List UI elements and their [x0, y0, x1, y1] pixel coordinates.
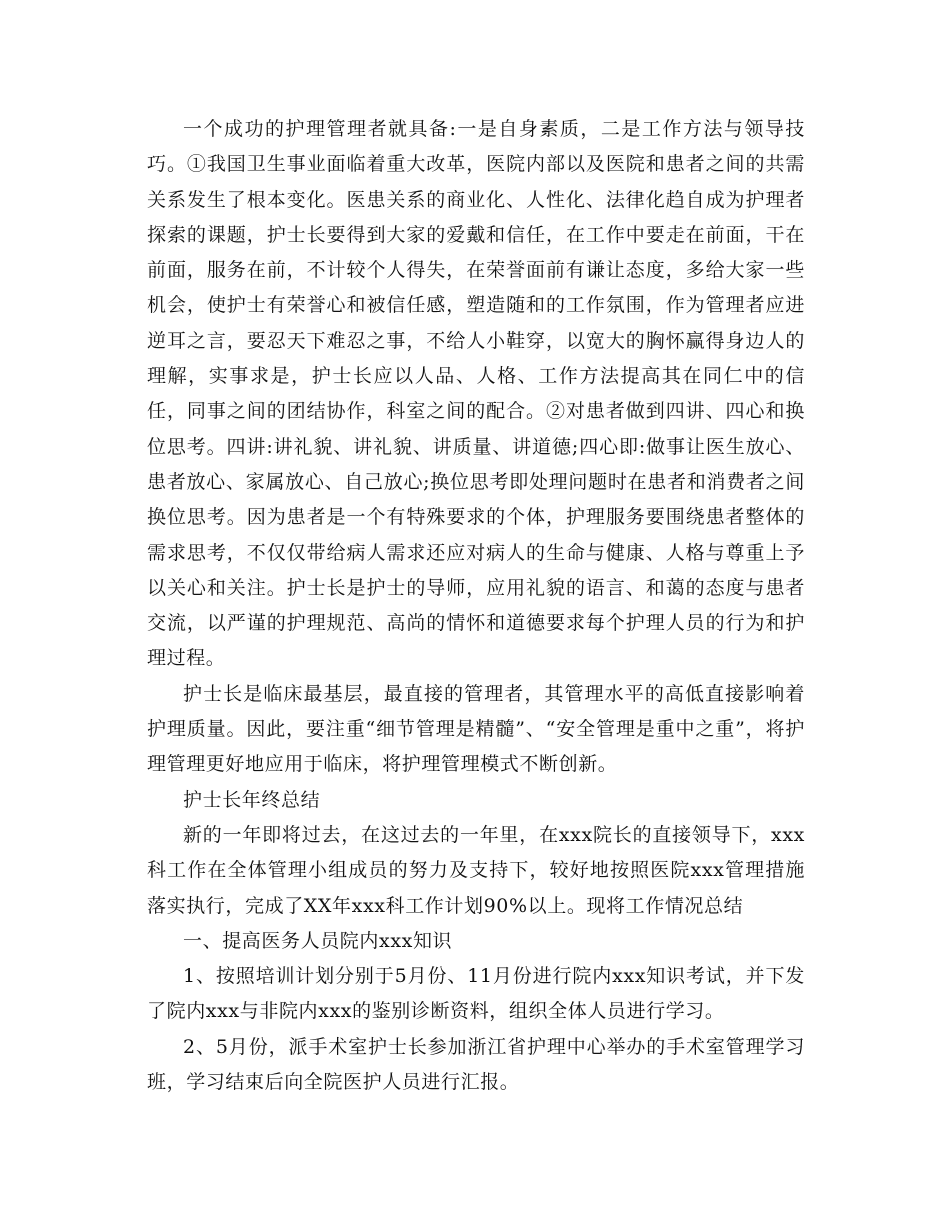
paragraph-nursing-manager-qualities: 一个成功的护理管理者就具备:一是自身素质，二是工作方法与领导技巧。①我国卫生事业面临着重大改革，医院内部以及医院和患者之间的共需关系发生了根本变化。医患关系的商业化、人性化、法律化趋自成为护理者探索的课题，护士长要得到大家的爱戴和信任，在工作中要走在前面，干在前面，服务在前，不计较个人得失，在荣誉面前有谦让态度，多给大家一些机会，使护士有荣誉心和被信任感，塑造随和的工作氛围，作为管理者应进逆耳之言，要忍天下难忍之事，不给人小鞋穿，以宽大的胸怀赢得身边人的理解，实事求是，护士长应以人品、人格、工作方法提高其在同仁中的信任，同事之间的团结协作，科室之间的配合。②对患者做到四讲、四心和换位思考。四讲:讲礼貌、讲礼貌、讲质量、讲道德;四心即:做事让医生放心、患者放心、家属放心、自己放心;换位思考即处理问题时在患者和消费者之间换位思考。因为患者是一个有特殊要求的个体，护理服务要围绕患者整体的需求思考，不仅仅带给病人需求还应对病人的生命与健康、人格与尊重上予以关心和关注。护士长是护士的导师，应用礼貌的语言、和蔼的态度与患者交流，以严谨的护理规范、高尚的情怀和道德要求每个护理人员的行为和护理过程。 — [147, 118, 805, 670]
document-body — [147, 112, 805, 1100]
paragraph-head-nurse-role: 护士长是临床最基层，最直接的管理者，其管理水平的高低直接影响着护理质量。因此，要注重“细节管理是精髓”、“安全管理是重中之重”，将护理管理更好地应用于临床，将护理管理模式不断创新。 — [147, 682, 805, 776]
list-item-exam: 1、按照培训计划分别于5月份、11月份进行院内xxx知识考试，并下发了院内xxx与非院内xxx的鉴别诊断资料，组织全体人员进行学习。 — [147, 965, 805, 1023]
paragraph-year-overview: 新的一年即将过去，在这过去的一年里，在xxx院长的直接领导下，xxx科工作在全体管理小组成员的努力及支持下，较好地按照医院xxx管理措施落实执行，完成了XX年xxx科工作计划90%以上。现将工作情况总结 — [147, 823, 805, 917]
list-heading-knowledge: 一、提高医务人员院内xxx知识 — [183, 929, 453, 952]
section-heading-annual-summary: 护士长年终总结 — [183, 788, 321, 811]
list-item-training: 2、5月份，派手术室护士长参加浙江省护理中心举办的手术室管理学习班，学习结束后向全院医护人员进行汇报。 — [147, 1035, 805, 1094]
